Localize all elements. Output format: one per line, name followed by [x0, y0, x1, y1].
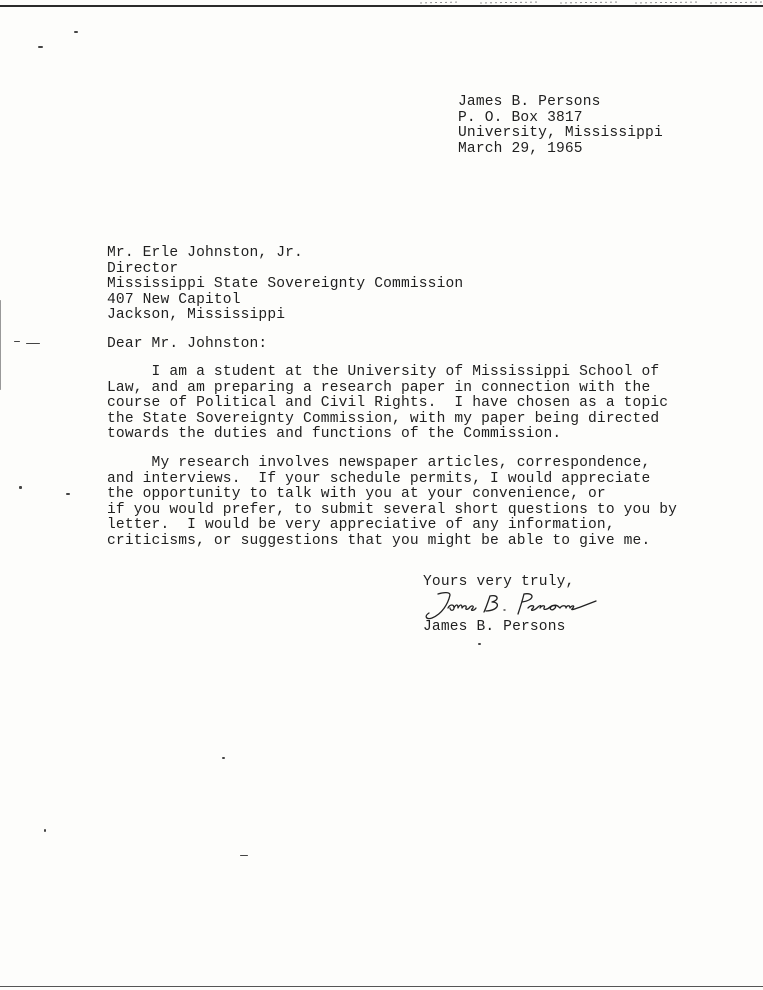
paragraph-line: course of Political and Civil Rights. I have chosen as a topic — [107, 395, 669, 411]
paragraph-line: towards the duties and functions of the Commission. — [107, 426, 562, 442]
paragraph-line: the State Sovereignty Commission, with my paper being directed — [107, 410, 660, 427]
body-paragraph-1 — [107, 365, 668, 443]
scan-speck — [478, 643, 481, 645]
bottom-edge-rule — [0, 986, 763, 987]
recipient-title: Director — [107, 260, 179, 277]
sender-name: James B. Persons — [458, 94, 601, 110]
scan-speck — [240, 855, 248, 856]
top-edge-rule — [0, 5, 763, 7]
paragraph-line: criticisms, or suggestions that you might be able to give me. — [107, 532, 651, 549]
scan-speck — [26, 343, 40, 344]
body-paragraph-2 — [107, 456, 677, 549]
recipient-city: Jackson, Mississippi — [107, 307, 286, 323]
recipient-address-block — [107, 246, 463, 324]
scan-speck — [66, 493, 70, 495]
scan-speck — [44, 829, 46, 832]
handwritten-signature — [420, 586, 600, 622]
scan-speck — [19, 486, 22, 489]
paragraph-line: if you would prefer, to submit several short questions to you by — [107, 501, 678, 518]
scan-speck — [222, 757, 225, 759]
paragraph-line: the opportunity to talk with you at your convenience, or — [107, 486, 606, 502]
salutation: Dear Mr. Johnston: — [107, 336, 268, 352]
sender-po-box: P. O. Box 3817 — [458, 109, 583, 126]
paragraph-line: and interviews. If your schedule permits, I would appreciate — [107, 470, 651, 487]
paragraph-line: letter. I would be very appreciative of any information, — [107, 517, 615, 533]
paragraph-line: Law, and am preparing a research paper in connection with the — [107, 379, 651, 396]
recipient-street: 407 New Capitol — [107, 291, 241, 308]
letter-date: March 29, 1965 — [458, 140, 583, 157]
recipient-organization: Mississippi State Sovereignty Commission — [107, 276, 464, 292]
paragraph-line: My research involves newspaper articles, correspondence, — [107, 455, 651, 471]
scan-speck — [74, 31, 78, 33]
sender-city: University, Mississippi — [458, 125, 663, 141]
scan-speck — [38, 46, 43, 48]
scan-speck — [0, 300, 1, 390]
scan-speck — [14, 341, 20, 342]
complimentary-close: Yours very truly, — [423, 574, 575, 590]
top-edge-scan-noise — [420, 0, 763, 5]
recipient-name: Mr. Erle Johnston, Jr. — [107, 245, 303, 261]
paragraph-line: I am a student at the University of Mississippi School of — [107, 364, 660, 380]
typed-signature-name: James B. Persons — [423, 619, 566, 635]
sender-address-block — [458, 95, 663, 157]
